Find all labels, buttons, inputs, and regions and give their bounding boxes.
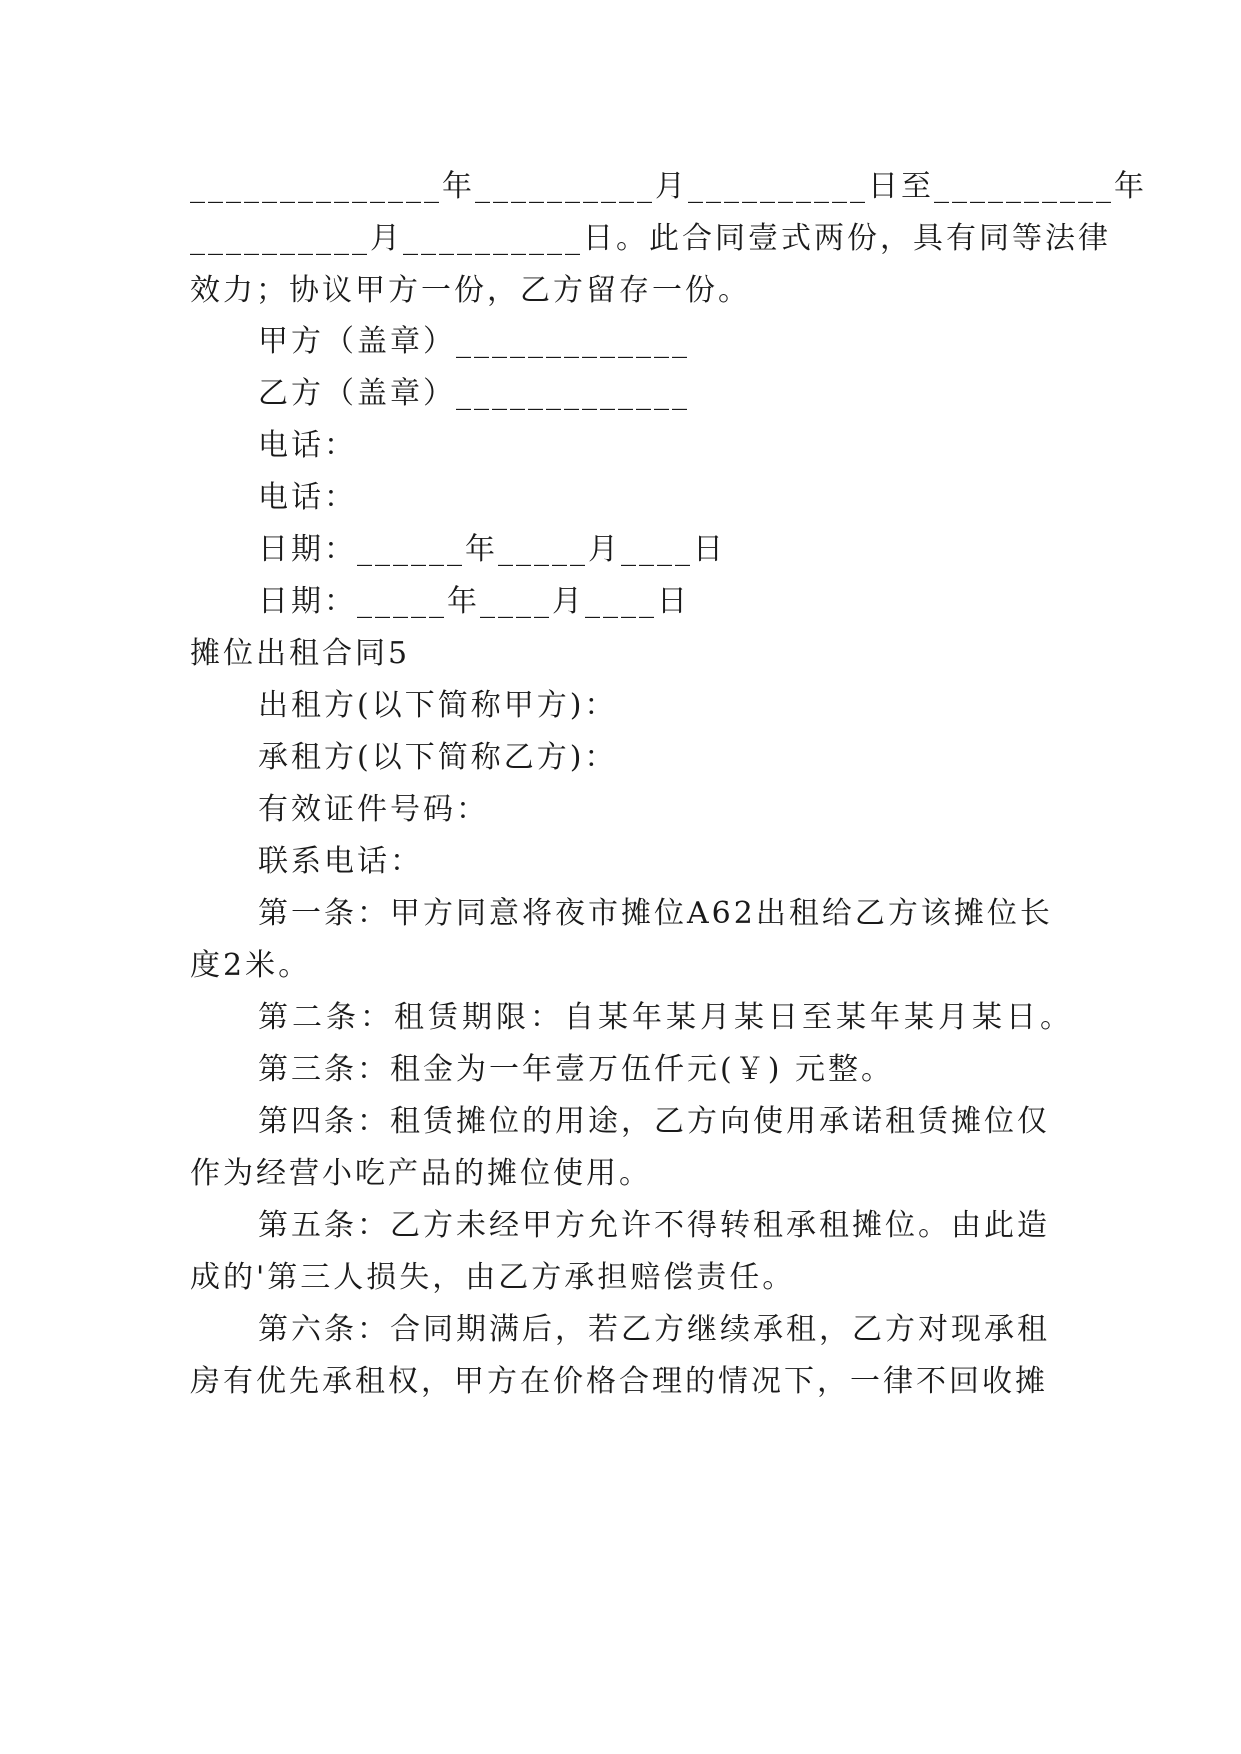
contract-effect-line: 效力；协议甲方一份，乙方留存一份。 <box>190 273 751 308</box>
article-1-line-2: 度2米。 <box>190 948 312 983</box>
id-number-line: 有效证件号码： <box>258 792 489 827</box>
article-6-line-1: 第六条：合同期满后，若乙方继续承租，乙方对现承租 <box>258 1312 1050 1347</box>
party-b-date-line: 日期：_____年____月____日 <box>258 584 690 619</box>
lessee-line: 承租方(以下简称乙方)： <box>258 740 618 775</box>
contract-copies-line: __________月__________日。此合同壹式两份，具有同等法律 <box>190 221 1111 256</box>
article-1-line-1: 第一条：甲方同意将夜市摊位A62出租给乙方该摊位长 <box>258 896 1053 931</box>
article-2-line: 第二条：租赁期限：自某年某月某日至某年某月某日。 <box>258 1000 1074 1035</box>
party-b-seal-line: 乙方（盖章）_____________ <box>258 376 690 411</box>
article-4-line-1: 第四条：租赁摊位的用途，乙方向使用承诺租赁摊位仅 <box>258 1104 1050 1139</box>
section-title: 摊位出租合同5 <box>190 636 411 671</box>
party-b-phone-line: 电话： <box>258 480 357 515</box>
contract-term-dates-line: ______________年__________月__________日至__________年 <box>190 169 1147 204</box>
party-a-date-line: 日期：______年_____月____日 <box>258 532 726 567</box>
article-6-line-2: 房有优先承租权，甲方在价格合理的情况下，一律不回收摊 <box>190 1364 1048 1399</box>
party-a-seal-line: 甲方（盖章）_____________ <box>258 324 690 359</box>
party-a-phone-line: 电话： <box>258 428 357 463</box>
article-5-line-2: 成的'第三人损失，由乙方承担赔偿责任。 <box>190 1260 796 1295</box>
lessor-line: 出租方(以下简称甲方)： <box>258 688 618 723</box>
article-3-line: 第三条：租金为一年壹万伍仟元(￥) 元整。 <box>258 1052 894 1087</box>
article-5-line-1: 第五条：乙方未经甲方允许不得转租承租摊位。由此造 <box>258 1208 1050 1243</box>
article-4-line-2: 作为经营小吃产品的摊位使用。 <box>190 1156 652 1191</box>
contact-phone-line: 联系电话： <box>258 844 423 879</box>
